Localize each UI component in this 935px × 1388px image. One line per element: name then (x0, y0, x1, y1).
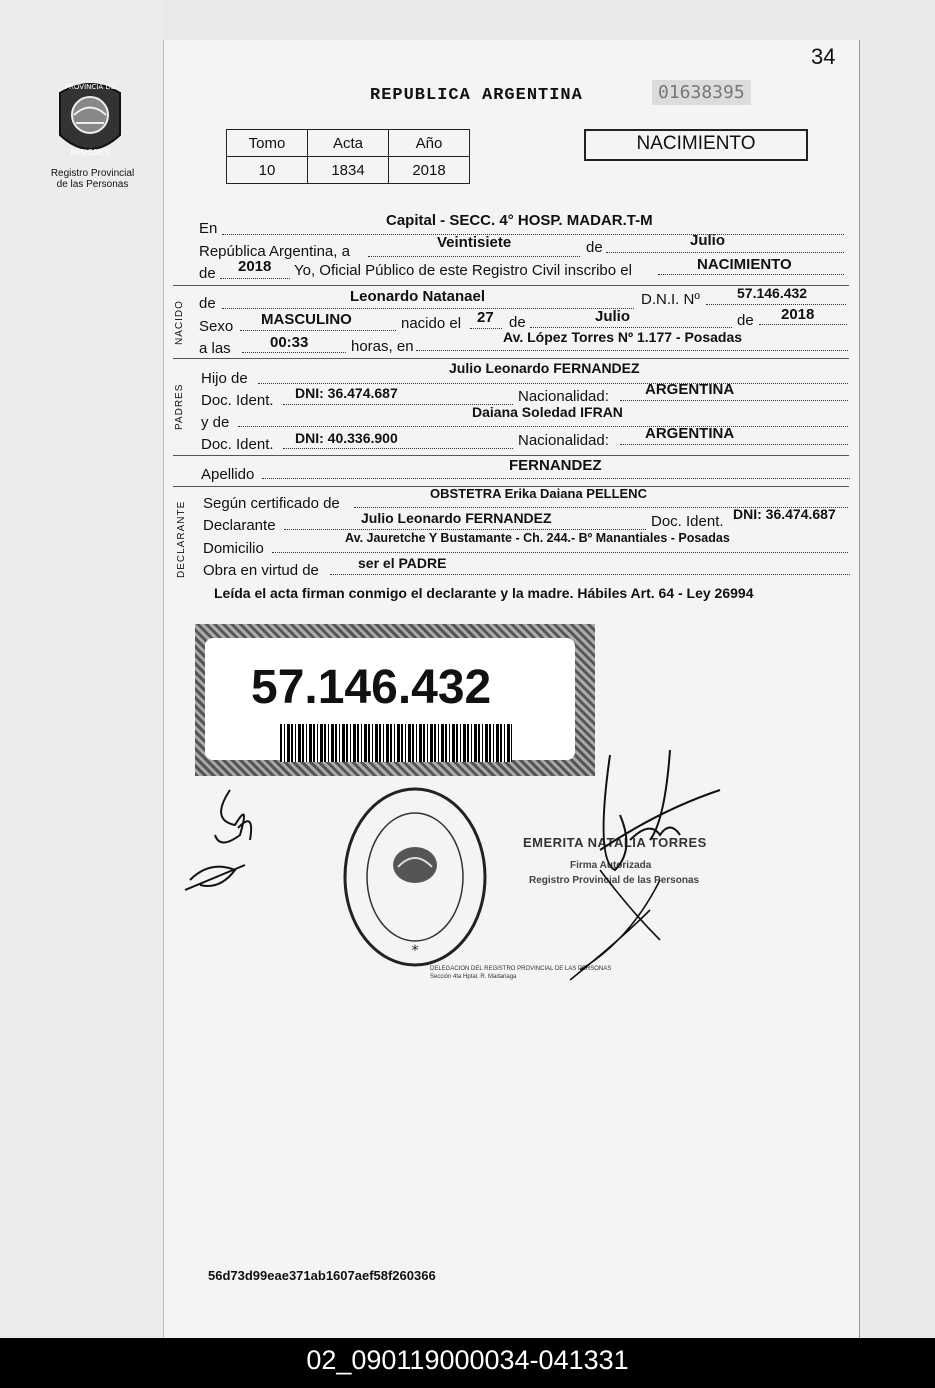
table-header: Tomo (227, 130, 308, 157)
label-de4: de (737, 312, 754, 329)
left-margin (0, 0, 163, 1338)
label-segun: Según certificado de (203, 495, 340, 512)
barcode-inner (205, 638, 575, 760)
seal-outer-text: DELEGACION DEL REGISTRO PROVINCIAL DE LAS PERSONAS (430, 966, 612, 972)
section-padres: PADRES (174, 383, 185, 430)
section-declarante: DECLARANTE (176, 500, 187, 578)
value-anio: 2018 (238, 258, 272, 275)
value-sexo: MASCULINO (261, 311, 352, 328)
value-padre: Julio Leonardo FERNANDEZ (449, 360, 640, 376)
dotted-line (283, 448, 513, 449)
label-republica: República Argentina, a (199, 243, 350, 260)
signature-declarante-icon (180, 780, 270, 900)
value-padre-nac: ARGENTINA (645, 381, 735, 398)
label-de3: de (509, 314, 526, 331)
dotted-line (416, 350, 848, 351)
label-apellido: Apellido (201, 466, 255, 483)
value-mes: Julio (690, 232, 726, 249)
stamp-name: EMERITA NATALIA TORRES (523, 835, 707, 850)
value-dia: 27 (477, 309, 494, 326)
label-domicilio: Domicilio (203, 540, 264, 557)
label-obra: Obra en virtud de (203, 562, 319, 579)
value-hora: 00:33 (270, 334, 309, 351)
table-cell: 2018 (389, 157, 470, 184)
value-tipo: NACIMIENTO (697, 256, 792, 273)
label-a-las: a las (199, 340, 231, 357)
label-y-de: y de (201, 414, 230, 431)
province-seal-icon (50, 75, 130, 165)
svg-text:MISIONES: MISIONES (70, 148, 110, 157)
dotted-line (242, 352, 346, 353)
closing-text: Leída el acta firman conmigo el declarante y la madre. Hábiles Art. 64 - Ley 26994 (214, 585, 754, 601)
province-logo (50, 75, 130, 165)
value-madre-doc: DNI: 40.336.900 (295, 430, 398, 446)
footer-code: 02_090119000034-041331 (0, 1338, 935, 1388)
section-nacido: NACIDO (174, 300, 185, 345)
dotted-line (222, 308, 634, 309)
svg-text:PROVINCIA DE: PROVINCIA DE (64, 83, 116, 91)
dotted-line (330, 574, 850, 575)
value-apellido: FERNANDEZ (509, 457, 602, 474)
dotted-line (620, 444, 848, 445)
svg-text:*: * (411, 943, 419, 959)
value-lugar: Capital - SECC. 4° HOSP. MADAR.T-M (386, 212, 653, 229)
label-yo: Yo, Oficial Público de este Registro Civil inscribo el (294, 262, 632, 279)
dotted-line (706, 304, 846, 305)
value-domicilio: Av. Jauretche Y Bustamante - Ch. 244.- Bº Manantiales - Posadas (345, 531, 730, 545)
document-hash: 56d73d99eae371ab1607aef58f260366 (208, 1268, 436, 1283)
dotted-line (470, 328, 502, 329)
label-doc-ident: Doc. Ident. (201, 392, 274, 409)
barcode-number: 57.146.432 (251, 661, 492, 714)
dotted-line (759, 324, 847, 325)
barcode-bars (280, 724, 512, 762)
dotted-line (368, 256, 580, 257)
value-lugar-nac: Av. López Torres Nº 1.177 - Posadas (503, 329, 743, 345)
value-obra: ser el PADRE (358, 555, 447, 571)
value-madre: Daiana Soledad IFRAN (472, 404, 623, 420)
label-doc-ident: Doc. Ident. (201, 436, 274, 453)
logo-caption: Registro Provincial de las Personas (50, 168, 135, 190)
stamp-role: Firma Autorizada (570, 860, 652, 871)
value-mes-nac: Julio (595, 308, 631, 325)
dotted-line (284, 529, 646, 530)
table-header: Año (389, 130, 470, 157)
label-horas-en: horas, en (351, 338, 414, 355)
dotted-line (262, 478, 850, 479)
value-madre-nac: ARGENTINA (645, 425, 735, 442)
value-nombre: Leonardo Natanael (350, 288, 486, 305)
divider (173, 455, 849, 456)
dotted-line (658, 274, 844, 275)
label-nacionalidad: Nacionalidad: (518, 388, 609, 405)
seal-inner-text: Sección 4ta Hptal. R. Madariaga (430, 974, 517, 980)
dotted-line (222, 234, 844, 235)
value-dia-letras: Veintisiete (437, 234, 512, 251)
dotted-line (530, 327, 732, 328)
label-sexo: Sexo (199, 318, 234, 335)
value-certificado: OBSTETRA Erika Daiana PELLENC (430, 486, 647, 501)
label-de: de (586, 239, 603, 256)
table-cell: 10 (227, 157, 308, 184)
label-doc-ident2: Doc. Ident. (651, 513, 724, 530)
dotted-line (240, 330, 396, 331)
value-declarante-doc: DNI: 36.474.687 (733, 506, 836, 522)
table-cell: 1834 (308, 157, 389, 184)
signature-official-icon (540, 740, 730, 990)
value-dni: 57.146.432 (737, 285, 808, 301)
value-declarante: Julio Leonardo FERNANDEZ (361, 510, 552, 526)
label-hijo-de: Hijo de (201, 370, 248, 387)
page-number: 34 (811, 44, 836, 69)
dotted-line (606, 252, 844, 253)
label-nacionalidad: Nacionalidad: (518, 432, 609, 449)
divider (173, 358, 849, 359)
dotted-line (620, 400, 848, 401)
label-en: En (199, 220, 218, 237)
label-nacido-de: de (199, 295, 216, 312)
country-title: REPUBLICA ARGENTINA (370, 86, 583, 105)
value-anio-nac: 2018 (781, 306, 815, 323)
label-declarante: Declarante (203, 517, 276, 534)
dotted-line (238, 426, 848, 427)
official-seal-icon (340, 785, 490, 970)
dotted-line (258, 383, 848, 384)
label-nacido-el: nacido el (401, 315, 462, 332)
dotted-line (220, 278, 290, 279)
stamp-office: Registro Provincial de las Personas (529, 875, 700, 886)
act-type-box: NACIMIENTO (584, 129, 808, 161)
barcode-label (195, 624, 595, 776)
serial-number: 01638395 (652, 80, 751, 105)
label-dni: D.N.I. Nº (641, 291, 700, 308)
record-table (226, 129, 470, 184)
value-padre-doc: DNI: 36.474.687 (295, 385, 398, 401)
dotted-line (272, 552, 848, 553)
table-header: Acta (308, 130, 389, 157)
label-de2: de (199, 265, 216, 282)
